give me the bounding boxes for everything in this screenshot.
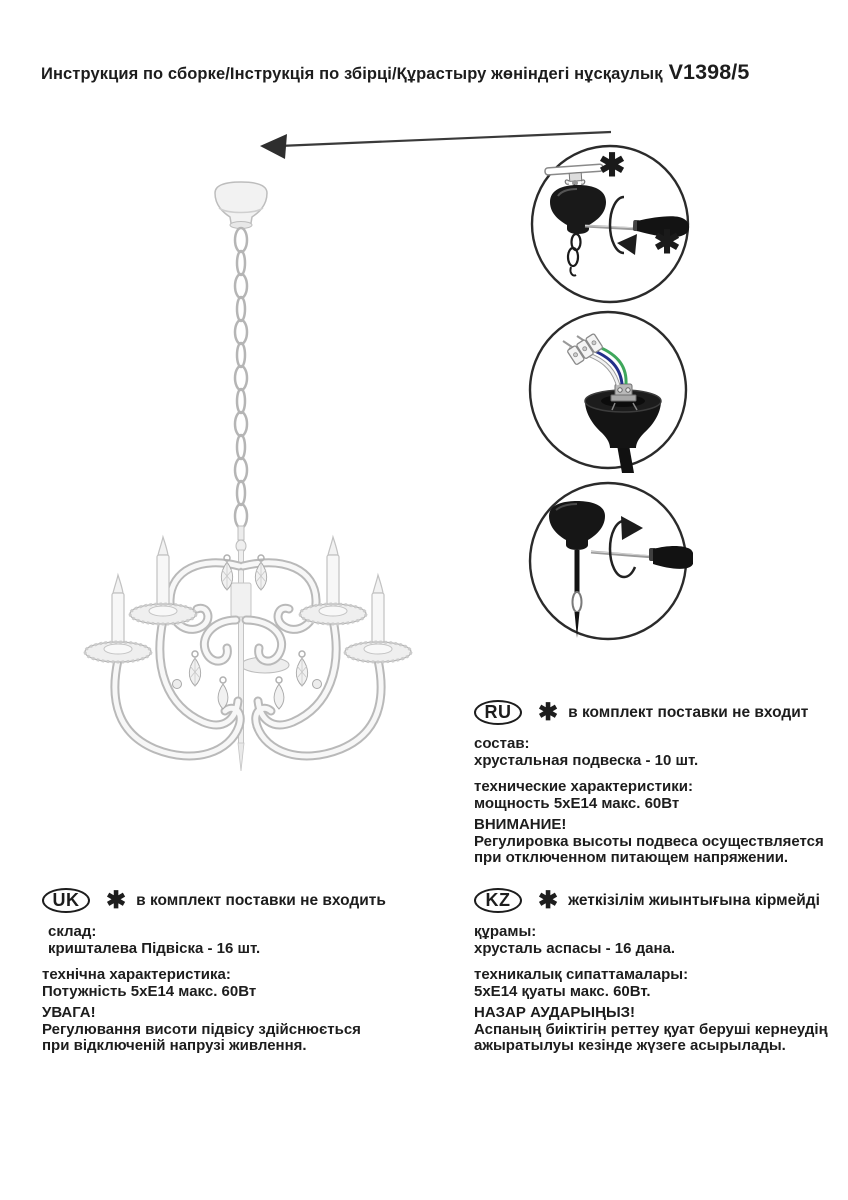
warning-line: при отключенном питающем напряжении. — [474, 849, 789, 866]
crystal-drop-icon — [274, 677, 284, 709]
candle-icon — [157, 537, 169, 611]
warning-line: ажыратылуы кезінде жүзеге асырылады. — [474, 1037, 786, 1054]
hanging-chain — [235, 228, 247, 528]
crystal-bead-icon — [173, 680, 182, 689]
crystal-drop-icon — [218, 677, 228, 709]
kz-specs — [474, 967, 844, 1055]
specs-label: техникалық сипаттамалары: — [474, 966, 689, 983]
ru-badge: RU — [474, 700, 522, 725]
crystal-drop-icon — [189, 651, 200, 686]
composition-label: состав: — [474, 735, 530, 752]
section-ru — [474, 700, 839, 867]
asterisk-icon: ✱ — [106, 886, 127, 914]
section-uk — [42, 888, 442, 1055]
asterisk-icon: ✱ — [653, 224, 681, 260]
ru-header — [474, 700, 839, 725]
warning-line: Регулювання висоти підвісу здійснюється — [42, 1020, 361, 1038]
bobeche-icon — [345, 642, 411, 662]
uk-composition — [48, 924, 442, 957]
composition-value: хрустальная подвеска - 10 шт. — [474, 751, 699, 769]
bobeche-icon — [85, 642, 151, 662]
warning-line: Регулировка высоты подвеса осуществляется — [474, 832, 824, 850]
kz-note: жеткізілім жиынтығына кірмейді — [568, 891, 820, 909]
warning-label: УВАГА! — [42, 1004, 96, 1021]
section-kz — [474, 888, 844, 1055]
canopy-wiring-diagram — [523, 305, 693, 475]
page-title — [41, 60, 831, 85]
page-title-text: Инструкция по сборке/Інструкція по збірці/Құрастыру жөніндегі нұсқаулық — [41, 65, 663, 83]
canopy-screw-adjust-diagram — [523, 476, 693, 646]
kz-header — [474, 888, 844, 913]
warning-label: НАЗАР АУДАРЫҢЫЗ! — [474, 1004, 636, 1021]
uk-specs — [42, 967, 442, 1055]
composition-label: склад: — [48, 923, 97, 940]
candle-icon — [372, 575, 384, 650]
candle-icon — [112, 575, 124, 650]
composition-value: кришталева Підвіска - 16 шт. — [48, 939, 261, 957]
specs-value: мощность 5хЕ14 макс. 60Вт — [474, 794, 680, 812]
kz-composition — [474, 924, 844, 957]
bobeche-icon — [130, 604, 196, 624]
crystal-drop-icon — [296, 651, 307, 686]
specs-value: 5хЕ14 қуаты макс. 60Вт. — [474, 982, 651, 1000]
ru-specs — [474, 779, 839, 867]
chandelier-illustration — [55, 168, 445, 813]
asterisk-icon: ✱ — [538, 886, 559, 914]
asterisk-icon: ✱ — [538, 698, 559, 726]
composition-value: хрусталь аспасы - 16 дана. — [474, 939, 676, 957]
uk-note: в комплект поставки не входить — [136, 891, 386, 909]
warning-label: ВНИМАНИЕ! — [474, 816, 567, 833]
composition-label: құрамы: — [474, 923, 537, 940]
specs-label: технические характеристики: — [474, 778, 693, 795]
ceiling-canopy — [215, 182, 267, 229]
candle-icon — [327, 537, 339, 611]
uk-header — [42, 888, 442, 913]
crystal-bead-icon — [313, 680, 322, 689]
specs-value: Потужність 5хЕ14 макс. 60Вт — [42, 982, 257, 1000]
specs-label: технічна характеристика: — [42, 966, 231, 983]
warning-line: Аспаның биіктігін реттеу қуат беруші кернеудің — [474, 1020, 828, 1038]
warning-line: при відключеній напрузі живлення. — [42, 1037, 307, 1054]
uk-badge: UK — [42, 888, 90, 913]
ru-note: в комплект поставки не входит — [568, 703, 809, 721]
kz-badge: KZ — [474, 888, 522, 913]
canopy-hook-mount-diagram — [525, 139, 695, 309]
asterisk-icon: ✱ — [598, 147, 626, 183]
ru-composition — [474, 736, 839, 769]
bobeche-icon — [300, 604, 366, 624]
model-number: V1398/5 — [668, 60, 750, 84]
